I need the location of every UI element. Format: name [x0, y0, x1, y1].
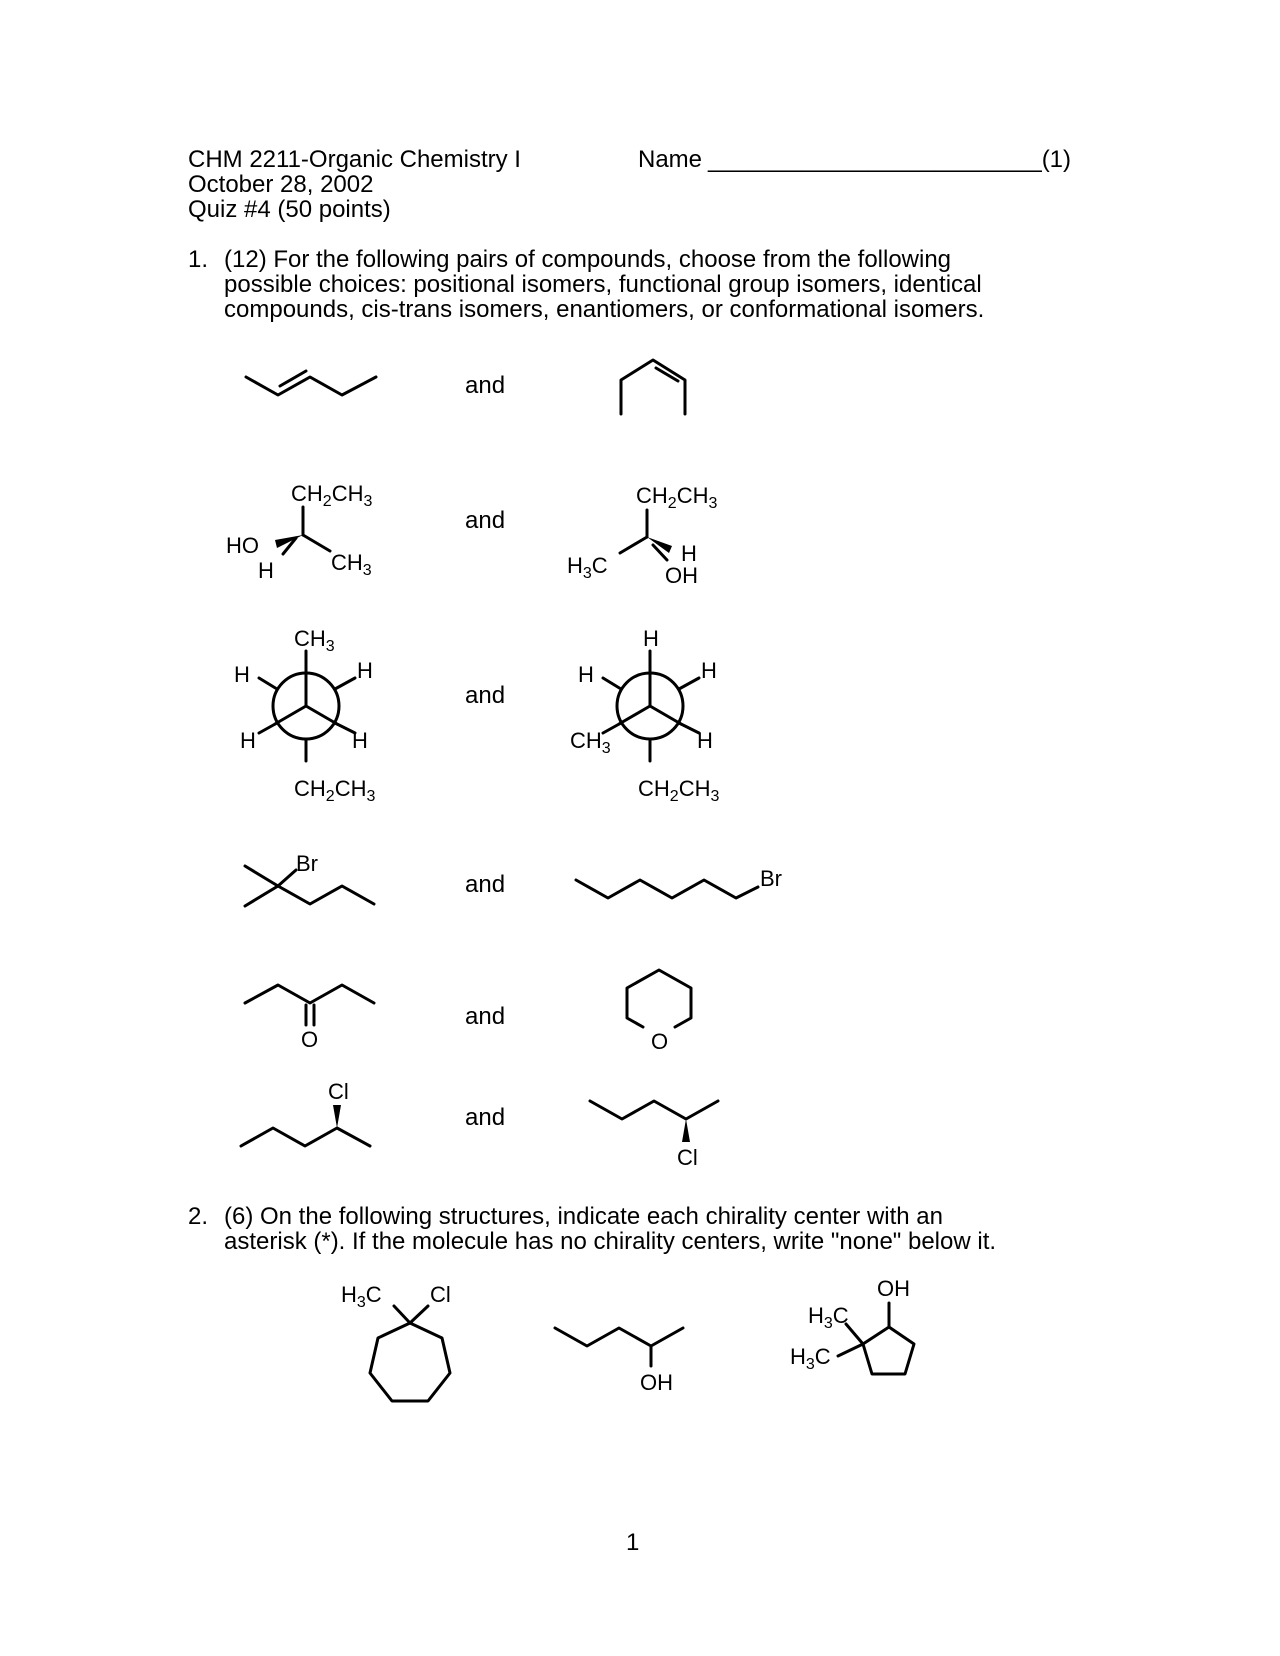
cl-label: Cl: [328, 1079, 349, 1104]
quiz-title: Quiz #4 (50 points): [188, 196, 391, 223]
cl-label: Cl: [677, 1145, 698, 1170]
and-label: and: [465, 871, 506, 898]
and-label: and: [465, 682, 506, 709]
ch3-label: $CH_3$: [331, 550, 372, 579]
ho-label: HO: [226, 533, 259, 558]
h-label: H: [643, 626, 659, 651]
h-label: H: [701, 658, 717, 683]
page-number: 1: [626, 1529, 640, 1556]
cl-label: Cl: [430, 1282, 451, 1307]
br-label: Br: [296, 851, 318, 876]
ch2ch3-label: $CH_2CH_3$: [638, 776, 720, 805]
course-title: CHM 2211-Organic Chemistry I: [188, 146, 521, 173]
h-label: H: [234, 662, 250, 687]
h-label: H: [697, 728, 713, 753]
ch3-label: $CH_3$: [294, 626, 335, 655]
question-2-text: (6) On the following structures, indicate each chirality center with an asterisk (*). If the molecule has no chirality centers, write "none" below it.: [224, 1203, 997, 1255]
and-label: and: [465, 1003, 506, 1030]
and-label: and: [465, 372, 506, 399]
h-label: H: [258, 558, 274, 583]
h-label: H: [578, 662, 594, 687]
question-1-text: (12) For the following pairs of compounds, choose from the following possible choices: positional isomers, functional group isomers, identical compounds, cis-trans isomers, enantiomers, or conformational isomers.: [224, 246, 985, 323]
and-label: and: [465, 1104, 506, 1131]
br-label: Br: [760, 866, 782, 891]
question-2-number: 2.: [188, 1203, 209, 1230]
oh-label: OH: [877, 1276, 910, 1301]
h3c-label: $H_3C$: [808, 1303, 849, 1332]
name-blank[interactable]: _________________________(1): [708, 146, 1072, 173]
h3c-label: $H_3C$: [790, 1344, 831, 1373]
h-label: H: [352, 728, 368, 753]
oh-label: OH: [640, 1370, 673, 1395]
h3c-label: $H_3C$: [341, 1282, 382, 1311]
o-label: O: [301, 1027, 319, 1052]
h-label: H: [681, 541, 697, 566]
name-label: Name: [638, 146, 703, 173]
ch2ch3-label: $CH_2CH_3$: [294, 776, 376, 805]
o-label: O: [651, 1029, 669, 1054]
h-label: H: [240, 728, 256, 753]
question-1-number: 1.: [188, 246, 209, 273]
h-label: H: [357, 658, 373, 683]
ch2ch3-label: $CH_2CH_3$: [636, 483, 718, 512]
ch3-label: $CH_3$: [570, 728, 611, 757]
ch2ch3-label: $CH_2CH_3$: [291, 481, 373, 510]
oh-label: OH: [665, 563, 698, 588]
and-label: and: [465, 507, 506, 534]
quiz-date: October 28, 2002: [188, 171, 374, 198]
h3c-label: $H_3C$: [567, 553, 608, 582]
